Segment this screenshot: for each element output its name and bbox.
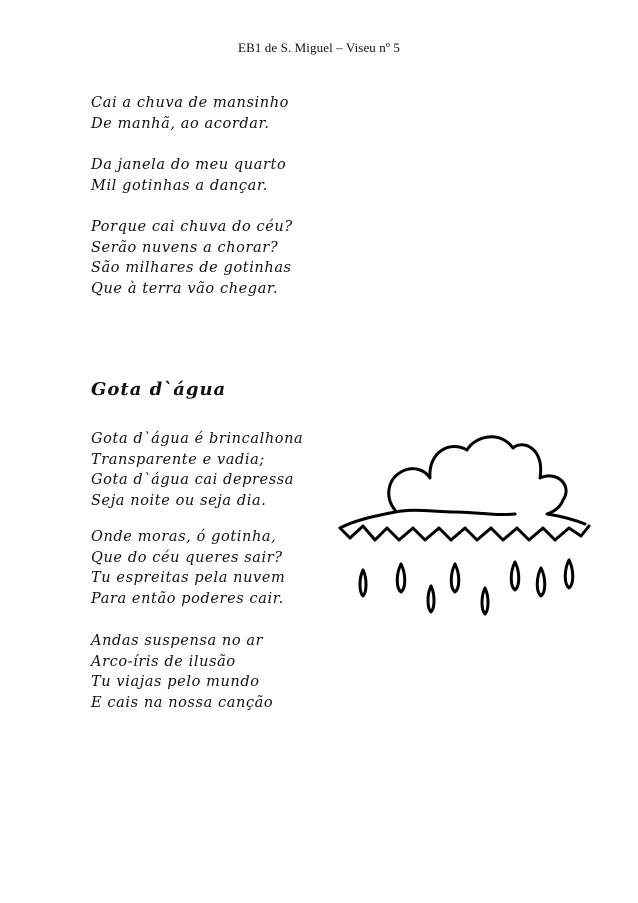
poem-line: De manhã, ao acordar. [91,115,270,132]
poem-line: Transparente e vadia; [91,451,265,468]
page-header: EB1 de S. Miguel – Viseu nº 5 [238,40,400,55]
poem-line: Cai a chuva de mansinho [91,95,289,111]
poem-line: Tu espreitas pela nuvem [91,570,286,586]
poem-line: Para então poderes cair. [91,590,284,607]
poem2-stanza-3 [91,631,273,713]
poem1-stanza-3 [91,217,293,299]
poem-line: Seja noite ou seja dia. [91,492,267,509]
poem-line: Que do céu queres sair? [91,549,283,566]
poem-line: Gota d`água é brincalhona [91,431,304,447]
poem-line: Tu viajas pelo mundo [91,674,260,690]
poem-line: Serão nuvens a chorar? [91,239,279,256]
poem-line: Andas suspensa no ar [91,633,264,649]
poem2-stanza-2 [91,527,285,609]
poem-line: E cais na nossa canção [91,694,274,711]
poem-title: Gota d`água [91,379,227,400]
poem-line: Porque cai chuva do céu? [91,219,293,235]
poem-line: Que à terra vão chegar. [91,280,279,297]
poem2-stanza-1 [91,429,303,511]
poem-line: Mil gotinhas a dançar. [91,177,269,194]
poem-line: Gota d`água cai depressa [91,472,295,488]
rain-cloud-icon [335,432,595,622]
poem-line: São milhares de gotinhas [91,260,292,276]
poem1-stanza-2 [91,155,286,196]
poem-line: Arco-íris de ilusão [91,653,236,670]
poem-line: Da janela do meu quarto [91,157,287,173]
poem1-stanza-1 [91,93,289,134]
poem-line: Onde moras, ó gotinha, [91,529,277,545]
